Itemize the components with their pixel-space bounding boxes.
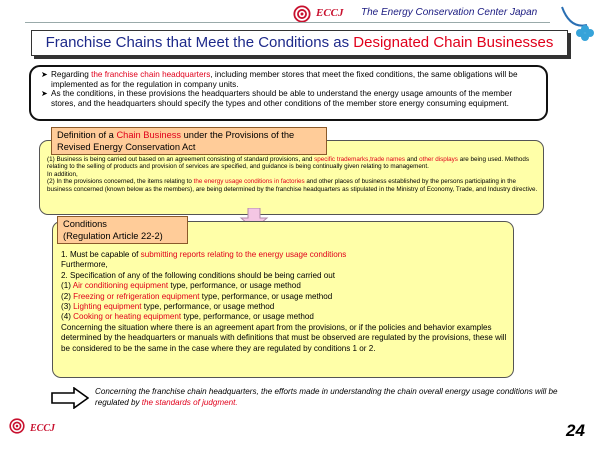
intro-bullet2-text: As the conditions, in these provisions the headquarters should be able to understand the energy usage amounts of the member stores, and the headquarters should specify the types and other conditions of the member store energy consuming equipment. [51, 89, 513, 108]
eccj-logo-icon [293, 5, 311, 23]
condition-item-rest: type, performance, or usage method [168, 281, 301, 291]
condition-item-rest: type, performance, or usage method [199, 291, 333, 301]
intro-bullet [41, 89, 536, 108]
intro-bullet1-highlight: the franchise chain headquarters [91, 70, 211, 79]
definition-heading-text: Definition of a [57, 130, 117, 140]
condition-item-num: (4) [61, 312, 74, 322]
definition-body [47, 156, 541, 193]
conditions-concern: Concerning the situation where there is an agreement apart from the provisions, or if the policies and behavior examples determined by the headquarters or manuals with definitions that must be observed are regulated by the provisions, these will be considered to be the same in the case where they are regulated by conditions 1 or 2. [61, 322, 507, 353]
eccj-logo-icon [9, 418, 25, 434]
condition-item [61, 302, 511, 312]
condition-item-rest: type, performance, or usage method [141, 302, 275, 312]
intro-box [29, 65, 548, 121]
condition-item-rest: type, performance, or usage method [181, 312, 314, 322]
title-text: Franchise Chains that Meet the Conditions as [45, 34, 354, 51]
bullet-arrow-icon: ➤ [41, 89, 48, 99]
def-item2-highlight: the energy usage conditions in factories [193, 178, 305, 186]
condition-item-num: (2) [61, 291, 74, 301]
def-item2-text: (2) In the provisions concerned, the items relating to [47, 178, 194, 186]
condition-1 [61, 250, 511, 260]
title-highlight: Designated Chain Businesses [353, 34, 554, 51]
definition-in-addition: In addition, [47, 170, 78, 178]
condition-item [61, 281, 511, 291]
def-item1-text-and: and [405, 156, 420, 163]
header-divider [25, 22, 550, 23]
definition-item-1 [47, 156, 541, 171]
condition-item-num: (1) [61, 281, 73, 291]
definition-heading [51, 127, 327, 155]
bullet-arrow-icon: ➤ [41, 70, 48, 79]
def-item1-text-end: are being used. Methods relating to the selling of products and provision of services are specified, and guidance is being continually given relating to management. [47, 156, 530, 171]
header-logo-text: ECCJ [316, 7, 344, 19]
right-arrow-icon [51, 387, 89, 409]
condition-item-equipment: Air conditioning equipment [72, 281, 169, 291]
conditions-furthermore: Furthermore, [61, 260, 108, 270]
definition-heading-text-end: under the Provisions of the Revised Energy Conservation Act [57, 130, 295, 152]
def-item1-highlight-trademarks: specific trademarks,trade names [314, 156, 406, 163]
conditions-heading-article: (Regulation Article 22-2) [63, 230, 163, 241]
intro-bullet1-text-end: , including member stores that meet the fixed conditions, the same obligations will be implemented as for the regulation in company units. [51, 70, 518, 89]
conditions-heading-title: Conditions [63, 219, 107, 229]
conditions-heading [57, 216, 188, 244]
bottom-note-highlight: the standards of judgment. [141, 397, 238, 407]
condition-2: 2. Specification of any of the following conditions should be being carried out [61, 270, 336, 280]
condition-item [61, 312, 511, 322]
condition-item-equipment: Cooking or heating equipment [73, 312, 182, 322]
header-organization: The Energy Conservation Center Japan [361, 7, 538, 18]
definition-item-2 [47, 178, 541, 193]
footer-logo-text: ECCJ [30, 423, 56, 434]
condition-item-equipment: Lighting equipment [73, 302, 142, 312]
def-item1-highlight-displays: other displays [419, 156, 458, 163]
condition-item [61, 292, 511, 302]
bottom-note-text: Concerning the franchise chain headquarters, the efforts made in understanding the chain overall energy usage conditions will be regulated by [95, 387, 558, 407]
condition-1-text: 1. Must be capable of [61, 250, 141, 259]
page-number: 24 [566, 421, 585, 440]
definition-heading-highlight: Chain Business [116, 130, 182, 140]
condition-item-equipment: Freezing or refrigeration equipment [73, 291, 200, 301]
intro-bullet [41, 70, 536, 89]
page-title [31, 30, 568, 56]
condition-1-highlight: submitting reports relating to the energy usage conditions [140, 250, 347, 259]
def-item2-text-end: and other places of business established by the persons participating in the business concerned (known below as the members), are being determined by the franchise headquarters as stipulated in the Ministry of Economy, Trade, and Industry directive. [47, 178, 538, 193]
bottom-note [95, 387, 565, 408]
intro-bullet1-text: Regarding [51, 70, 92, 79]
conditions-body [61, 250, 511, 354]
condition-item-num: (3) [61, 302, 74, 312]
def-item1-text: (1) Business is being carried out based on an agreement consisting of standard provisions, and [47, 156, 315, 163]
